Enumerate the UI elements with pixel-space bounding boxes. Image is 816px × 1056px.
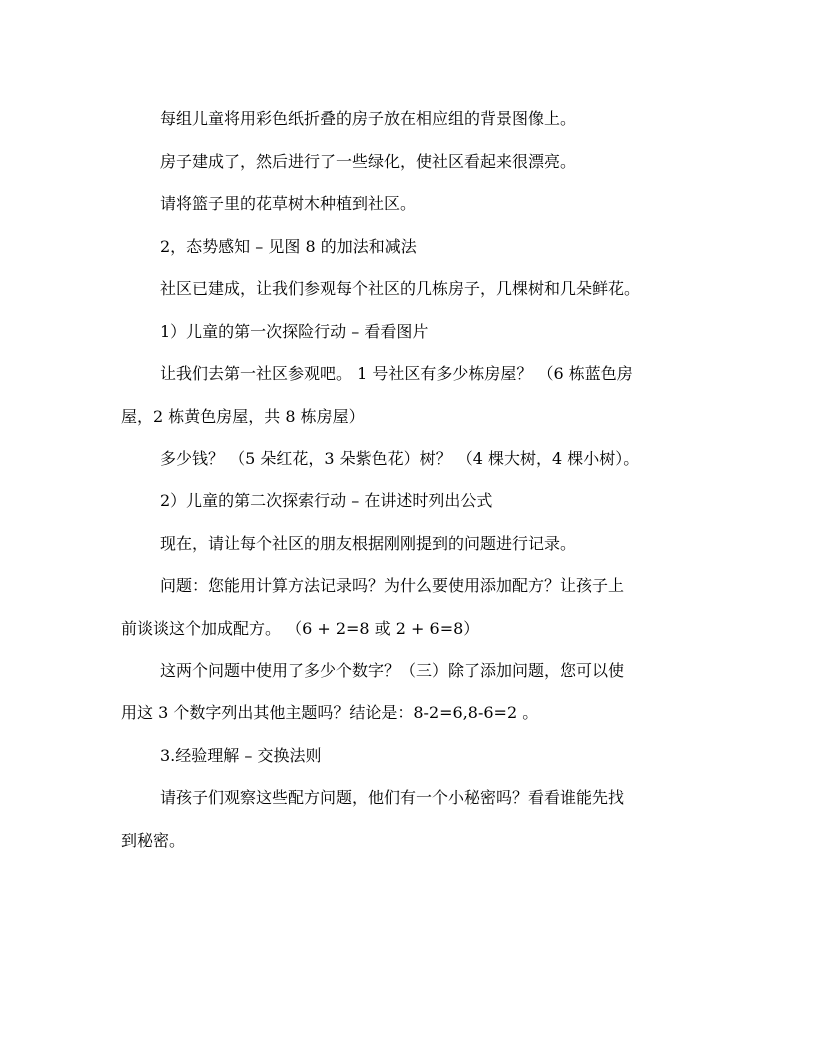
paragraph-line: 让我们去第一社区参观吧。 1 号社区有多少栋房屋？ （6 栋蓝色房 [160,364,633,383]
paragraph-line: 用这 3 个数字列出其他主题吗？结论是：8-2=6,8-6=2 。 [121,703,539,722]
subsection-heading: 2）儿童的第二次探索行动 – 在讲述时列出公式 [160,491,493,510]
paragraph-line: 问题：您能用计算方法记录吗？为什么要使用添加配方？让孩子上 [160,576,625,595]
paragraph-line: 屋，2 栋黄色房屋，共 8 栋房屋） [121,407,365,426]
section-heading: 3.经验理解 – 交换法则 [160,746,322,765]
paragraph-line: 现在，请让每个社区的朋友根据刚刚提到的问题进行记录。 [160,534,577,553]
paragraph-line: 房子建成了，然后进行了一些绿化，使社区看起来很漂亮。 [160,152,577,171]
paragraph-line: 请将篮子里的花草树木种植到社区。 [160,194,417,213]
paragraph-line: 请孩子们观察这些配方问题，他们有一个小秘密吗？看看谁能先找 [160,788,625,807]
subsection-heading: 1）儿童的第一次探险行动 – 看看图片 [160,322,429,341]
paragraph-line: 到秘密。 [121,831,186,850]
paragraph-line: 社区已建成，让我们参观每个社区的几栋房子，几棵树和几朵鲜花。 [160,279,641,298]
section-heading: 2，态势感知 – 见图 8 的加法和减法 [160,237,417,256]
paragraph-line: 前谈谈这个加成配方。 （6 + 2=8 或 2 + 6=8） [121,619,480,638]
paragraph-line: 多少钱？ （5 朵红花，3 朵紫色花）树？ （4 棵大树，4 棵小树）。 [160,449,640,468]
paragraph-line: 每组儿童将用彩色纸折叠的房子放在相应组的背景图像上。 [160,109,577,128]
paragraph-line: 这两个问题中使用了多少个数字？（三）除了添加问题，您可以使 [160,661,625,680]
